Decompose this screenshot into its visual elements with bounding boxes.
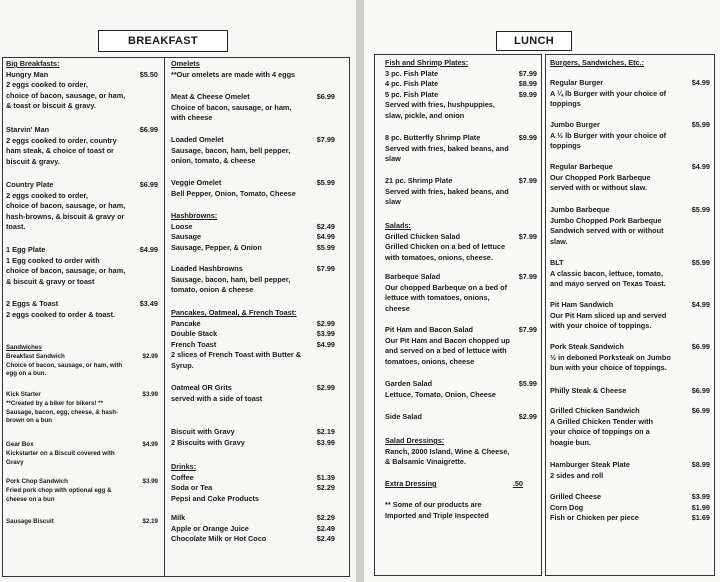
sandwiches-section (6, 344, 158, 379)
item-desc: Kickstarter on a Biscuit covered with (6, 449, 115, 457)
item-price: $6.99 (691, 342, 710, 351)
item-price: $6.99 (139, 125, 158, 134)
item-desc: Sausage, bacon, ham, bell pepper, (171, 274, 291, 284)
item-name: Pit Ham Sandwich (550, 300, 614, 309)
shrimp-21-item (385, 176, 537, 208)
item-desc: Sausage, bacon, ham, bell pepper, (171, 145, 291, 155)
section-heading: Big Breakfasts: (6, 59, 60, 68)
item-name: Chocolate Milk or Hot Coco (171, 534, 267, 544)
item-name: Breakfast Sandwich (6, 352, 65, 360)
two-eggs-toast-item (6, 299, 158, 320)
drinks-section (171, 462, 335, 504)
item-price: $1.99 (691, 502, 710, 512)
item-price: $4.99 (139, 245, 158, 254)
item-name: Pit Ham and Bacon Salad (385, 325, 473, 334)
item-desc: slaw. (550, 236, 568, 246)
item-name: Double Stack (171, 329, 218, 339)
item-desc: tomato, onion & cheese (171, 285, 254, 295)
item-desc: Choice of bacon, sausage, or ham, (171, 102, 292, 112)
item-name: BLT (550, 258, 564, 267)
item-desc: Choice of bacon, sausage, or ham, with (6, 361, 123, 369)
item-desc: Gravy (6, 458, 24, 466)
item-price: $2.99 (518, 412, 537, 421)
item-name: Barbeque Salad (385, 272, 441, 281)
item-name: Grilled Chicken Sandwich (550, 406, 640, 415)
garden-salad-item (385, 379, 537, 400)
meat-cheese-omelet-item (171, 92, 335, 124)
item-price: $4.99 (316, 232, 335, 242)
item-desc: Our Chopped Pork Barbeque (550, 172, 651, 182)
item-desc: A Grilled Chicken Tender with (550, 416, 653, 426)
item-price: $9.99 (518, 133, 537, 142)
hamburger-steak-plate-item (550, 460, 710, 481)
item-desc: your choice of toppings on a (550, 427, 650, 437)
item-name: Hamburger Steak Plate (550, 460, 630, 469)
salad-dressings-section (385, 436, 537, 468)
item-price: $7.99 (316, 264, 335, 273)
item-name: Jumbo Burger (550, 120, 600, 129)
item-price: $4.99 (142, 441, 158, 448)
section-heading: Sandwiches (6, 344, 42, 351)
item-name: Coffee (171, 472, 194, 482)
item-price: $4.99 (691, 162, 710, 171)
lunch-page (364, 0, 720, 582)
item-name: Hungry Man (6, 69, 49, 79)
item-price: $3.99 (316, 329, 335, 339)
section-heading: Pancakes, Oatmeal, & French Toast: (171, 308, 297, 317)
item-desc: cheese on a bun (6, 495, 55, 503)
item-desc: lettuce with tomatoes, onions, (385, 293, 490, 303)
item-desc: Served with fries, hushpuppies, (385, 100, 495, 110)
item-name: Sausage, Pepper, & Onion (171, 242, 262, 252)
item-name: Regular Barbeque (550, 162, 613, 171)
milk-juice-section (171, 513, 335, 545)
pit-ham-sandwich-item (550, 300, 710, 332)
side-salad-item (385, 412, 537, 423)
item-price: $2.29 (316, 513, 335, 522)
item-desc: Pepsi and Coke Products (171, 493, 259, 503)
barbeque-salad-item (385, 272, 537, 314)
item-price: $1.69 (691, 513, 710, 523)
item-price: $2.19 (316, 427, 335, 436)
item-price: $7.99 (518, 325, 537, 334)
item-price: $2.49 (316, 534, 335, 544)
item-price: $2.29 (316, 483, 335, 493)
regular-burger-item (550, 78, 710, 110)
item-price: $5.99 (691, 205, 710, 214)
item-name: Pork Steak Sandwich (550, 342, 624, 351)
gear-box-item (6, 441, 158, 467)
item-name: Soda or Tea (171, 483, 213, 493)
item-price: $2.49 (316, 523, 335, 533)
item-price: $7.99 (518, 272, 537, 281)
item-price: $5.99 (316, 242, 335, 252)
item-desc: served with or without slaw. (550, 183, 648, 193)
item-name: Extra Dressing (385, 479, 437, 488)
item-price: $3.99 (142, 391, 158, 398)
item-price: $5.99 (316, 178, 335, 187)
burgers-section-heading (550, 58, 710, 69)
item-price: $3.99 (691, 492, 710, 501)
item-desc: & biscuit & gravy or toast (6, 276, 95, 286)
sausage-biscuit-item (6, 518, 158, 527)
item-price: $7.99 (518, 68, 537, 78)
biscuit-gravy-section (171, 427, 335, 448)
item-name: Jumbo Barbeque (550, 205, 610, 214)
item-price: $9.99 (518, 89, 537, 99)
item-name: 2 Biscuits with Gravy (171, 437, 245, 447)
item-price: $2.99 (142, 352, 158, 360)
item-name: Veggie Omelet (171, 178, 222, 187)
item-desc: **Created by a biker for bikers! ** (6, 399, 103, 407)
item-price: $8.99 (518, 79, 537, 89)
item-name: 4 pc. Fish Plate (385, 79, 439, 89)
item-name: Garden Salad (385, 379, 433, 388)
item-desc: toppings (550, 141, 581, 151)
fish-shrimp-section (385, 58, 537, 122)
item-desc: 2 eggs cooked to order & toast. (6, 309, 116, 319)
item-name: Gear Box (6, 441, 34, 448)
section-heading: Burgers, Sandwiches, Etc.: (550, 58, 645, 67)
item-desc: 2 eggs cooked to order, country (6, 135, 117, 145)
section-heading: Drinks: (171, 462, 197, 471)
item-price: $4.99 (691, 78, 710, 87)
item-price: $5.50 (139, 69, 158, 79)
item-desc: 2 slices of French Toast with Butter & (171, 350, 302, 360)
item-name: Pancake (171, 318, 201, 328)
item-desc: with tomatoes, onions, cheese. (385, 252, 493, 262)
breakfast-page (0, 0, 356, 582)
one-egg-plate-item (6, 245, 158, 287)
item-desc: Sausage, bacon, egg, cheese, & hash- (6, 408, 119, 416)
section-heading: Omelets (171, 59, 200, 68)
item-desc: 2 eggs cooked to order, (6, 190, 88, 200)
item-name: Loaded Hashbrowns (171, 264, 243, 273)
item-desc: and mayo served on Texas Toast. (550, 279, 666, 289)
item-name: 1 Egg Plate (6, 245, 46, 254)
oatmeal-grits-item (171, 383, 335, 404)
extra-dressing-item (385, 479, 523, 490)
item-desc: Served with fries, baked beans, and (385, 143, 509, 153)
butterfly-shrimp-item (385, 133, 537, 165)
item-desc: Our Pit Ham and Bacon chopped up (385, 335, 510, 345)
item-desc: ham steak, & choice of toast or (6, 146, 114, 156)
jumbo-burger-item (550, 120, 710, 152)
item-price: $3.99 (142, 478, 158, 485)
philly-steak-item (550, 386, 710, 397)
item-price: $7.99 (518, 176, 537, 185)
item-desc: Our chopped Barbeque on a bed of (385, 282, 508, 292)
item-name: Oatmeal OR Grits (171, 383, 232, 392)
item-desc: egg on a bun. (6, 370, 47, 378)
breakfast-title: BREAKFAST (98, 30, 228, 52)
item-price: $7.99 (518, 231, 537, 241)
item-desc: Jumbo Chopped Pork Barbeque (550, 215, 662, 225)
item-desc: Lettuce, Tomato, Onion, Cheese (385, 389, 496, 399)
item-name: Kick Starter (6, 391, 41, 398)
item-desc: cheese (385, 303, 410, 313)
item-name: Grilled Cheese (550, 492, 602, 501)
salads-section (385, 221, 537, 263)
item-price: $6.99 (691, 406, 710, 415)
item-name: Meat & Cheese Omelet (171, 92, 250, 101)
item-desc: Ranch, 2000 Island, Wine & Cheese, (385, 446, 510, 456)
item-name: 2 Eggs & Toast (6, 299, 59, 308)
hashbrowns-section (171, 211, 335, 253)
item-name: Biscuit with Gravy (171, 427, 235, 436)
lunch-title: LUNCH (496, 31, 572, 51)
item-price: $5.99 (518, 379, 537, 388)
item-desc: Syrup. (171, 360, 194, 370)
kick-starter-item (6, 391, 158, 426)
item-desc: 2 eggs cooked to order, (6, 80, 88, 90)
item-name: Apple or Orange Juice (171, 523, 249, 533)
sides-section (550, 492, 710, 524)
item-desc: A ½ lb Burger with your choice of (550, 130, 667, 140)
item-price: $4.99 (691, 300, 710, 309)
item-desc: onion, tomato, & cheese (171, 156, 256, 166)
item-desc: slaw, pickle, and onion (385, 110, 465, 120)
item-price: $3.99 (316, 437, 335, 447)
item-desc: toppings (550, 99, 581, 109)
item-desc: 1 Egg cooked to order with (6, 255, 100, 265)
item-price: $2.19 (142, 518, 158, 525)
grilled-chicken-sandwich-item (550, 406, 710, 448)
item-price: $1.39 (316, 472, 335, 482)
item-name: 3 pc. Fish Plate (385, 68, 439, 78)
item-desc: with your choice of toppings. (550, 321, 652, 331)
item-name: Sausage Biscuit (6, 518, 54, 525)
imported-note (385, 500, 537, 521)
item-desc: hash-browns, & biscuit & gravy or (6, 211, 125, 221)
item-name: Loaded Omelet (171, 135, 224, 144)
section-heading: Fish and Shrimp Plates: (385, 58, 469, 67)
loaded-hashbrowns-item (171, 264, 335, 296)
item-desc: Bell Pepper, Onion, Tomato, Cheese (171, 188, 296, 198)
section-heading: Hashbrowns: (171, 211, 218, 220)
item-desc: bun with your choice of toppings. (550, 363, 667, 373)
section-heading: Salads: (385, 221, 411, 230)
item-name: Milk (171, 513, 186, 522)
item-desc: & Balsamic Vinaigrette. (385, 457, 466, 467)
item-price: $2.99 (316, 318, 335, 328)
veggie-omelet-item (171, 178, 335, 199)
starvin-man-item (6, 125, 158, 167)
item-name: Philly Steak & Cheese (550, 386, 627, 395)
pork-steak-sandwich-item (550, 342, 710, 374)
item-desc: Served with fries, baked beans, and (385, 186, 509, 196)
item-name: Loose (171, 221, 193, 231)
big-breakfasts-section (6, 59, 158, 112)
jumbo-barbeque-item (550, 205, 710, 247)
item-price: $7.99 (316, 135, 335, 144)
item-name: 5 pc. Fish Plate (385, 89, 439, 99)
item-desc: brown on a bun (6, 417, 53, 425)
item-price: $4.99 (316, 339, 335, 349)
pancakes-section (171, 308, 335, 372)
blt-item (550, 258, 710, 290)
item-name: Fish or Chicken per piece (550, 513, 639, 523)
item-desc: A ¼ lb Burger with your choice of (550, 88, 667, 98)
item-desc: & toast or biscuit & gravy. (6, 101, 96, 111)
item-name: Starvin' Man (6, 125, 50, 134)
item-desc: slaw (385, 197, 401, 207)
item-desc: biscuit & gravy. (6, 156, 60, 166)
item-price: $8.99 (691, 460, 710, 469)
item-desc: served with a side of toast (171, 393, 263, 403)
item-name: 21 pc. Shrimp Plate (385, 176, 453, 185)
item-name: 8 pc. Butterfly Shrimp Plate (385, 133, 481, 142)
item-desc: 2 sides and roll (550, 470, 604, 480)
item-desc: A classic bacon, lettuce, tomato, (550, 268, 663, 278)
pork-chop-sandwich-item (6, 478, 158, 504)
note-line: ** Some of our products are (385, 500, 482, 509)
item-desc: Our Pit Ham sliced up and served (550, 310, 667, 320)
section-heading: Salad Dressings: (385, 436, 445, 445)
item-desc: Fried pork chop with optional egg & (6, 486, 112, 494)
omelets-note: **Our omelets are made with 4 eggs (171, 69, 296, 79)
omelets-section (171, 59, 335, 80)
item-name: Country Plate (6, 180, 54, 189)
item-desc: toast. (6, 222, 26, 232)
item-desc: choice of bacon, sausage, or ham, (6, 201, 126, 211)
item-desc: Sandwich served with or without (550, 226, 664, 236)
item-name: Sausage (171, 232, 202, 242)
item-desc: and served on a bed of lettuce with (385, 346, 507, 356)
regular-barbeque-item (550, 162, 710, 194)
item-price: $3.49 (139, 299, 158, 308)
item-price: $5.99 (691, 258, 710, 267)
item-name: Regular Burger (550, 78, 604, 87)
item-desc: slaw (385, 154, 401, 164)
item-desc: hoagie bun. (550, 437, 591, 447)
item-name: Side Salad (385, 412, 422, 421)
item-price: $6.99 (691, 386, 710, 395)
item-price: $2.99 (316, 383, 335, 392)
loaded-omelet-item (171, 135, 335, 167)
item-name: Corn Dog (550, 502, 584, 512)
item-desc: tomatoes, onions, cheese (385, 356, 475, 366)
item-desc: with cheese (171, 113, 213, 123)
item-price: $6.99 (139, 180, 158, 189)
note-line: Imported and Triple Inspected (385, 510, 489, 520)
item-desc: choice of bacon, sausage, or ham, (6, 90, 126, 100)
item-price: $6.99 (316, 92, 335, 101)
item-price: .50 (512, 479, 523, 488)
item-price: $2.49 (316, 221, 335, 231)
country-plate-item (6, 180, 158, 233)
item-desc: choice of bacon, sausage, or ham, (6, 266, 126, 276)
pit-ham-bacon-salad-item (385, 325, 537, 367)
item-desc: Grilled Chicken on a bed of lettuce (385, 242, 506, 252)
item-price: $5.99 (691, 120, 710, 129)
item-name: Pork Chop Sandwich (6, 478, 68, 485)
item-name: French Toast (171, 339, 217, 349)
item-desc: ½ in deboned Porksteak on Jumbo (550, 352, 671, 362)
item-name: Grilled Chicken Salad (385, 231, 461, 241)
